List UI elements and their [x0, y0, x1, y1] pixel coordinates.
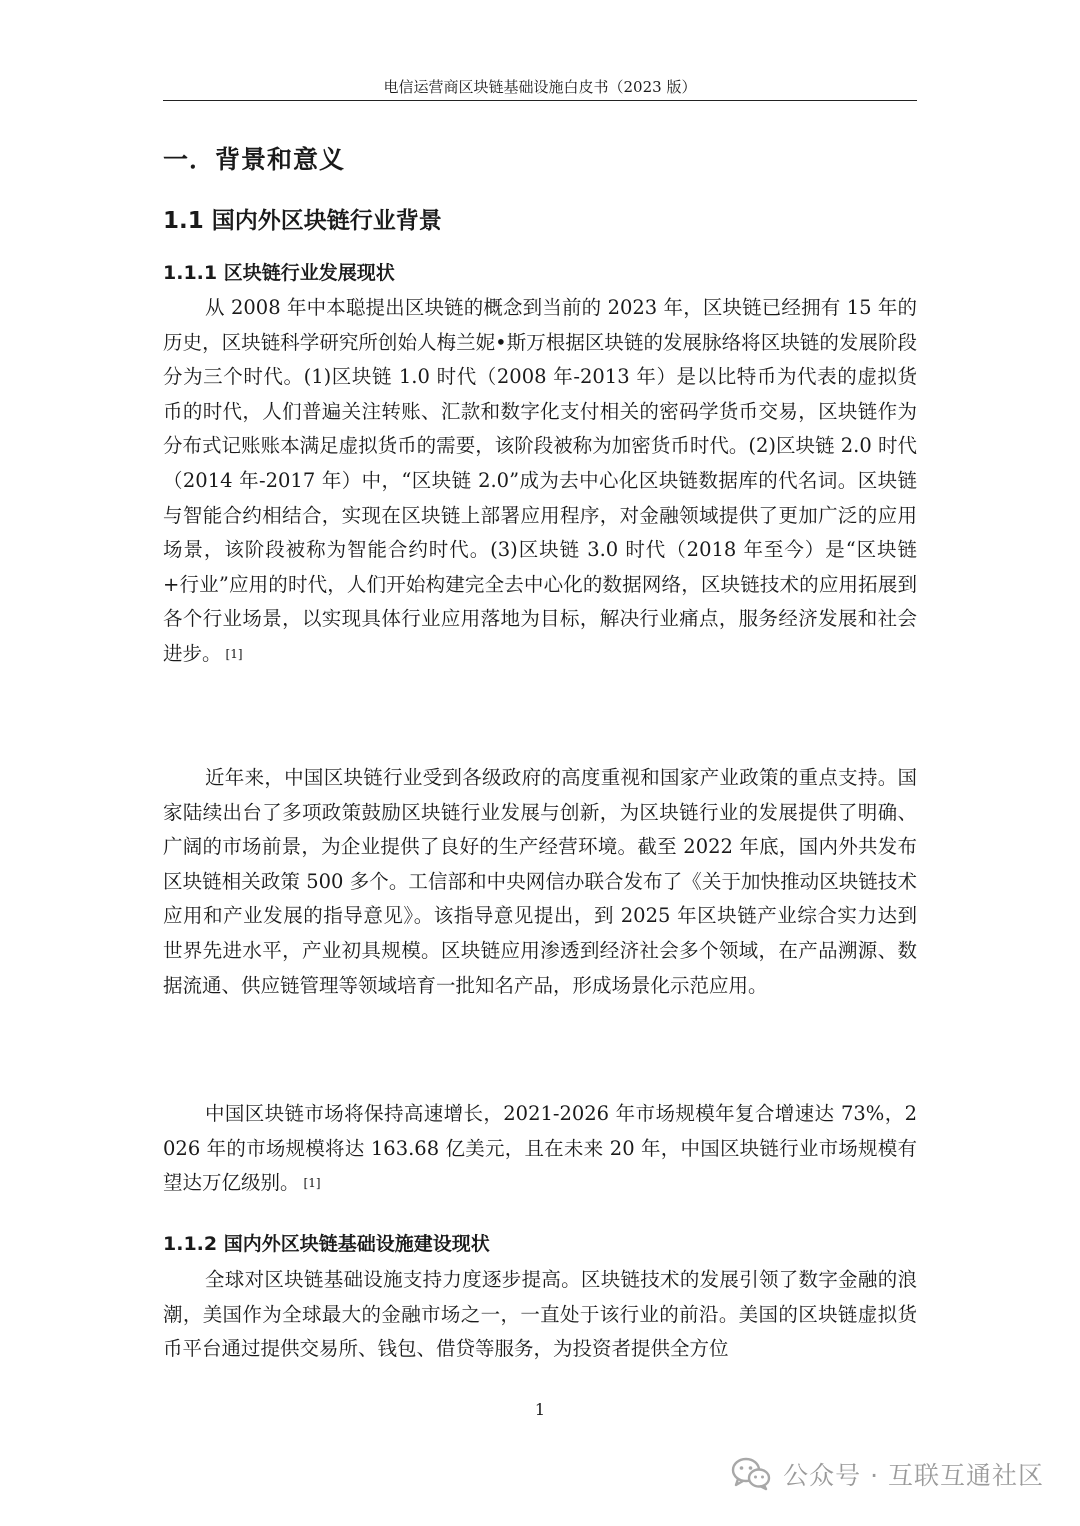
paragraph-text: 从 2008 年中本聪提出区块链的概念到当前的 2023 年，区块链已经拥有 15 年的历史，区块链科学研究所创始人梅兰妮•斯万根据区块链的发展脉络将区块链的发展阶段分为三个时代。(1)区块链 1.0 时代（2008 年-2013 年）是以比特币为代表的虚拟货币的时代，人们普遍关注转账、汇款和数字化支付相关的密码学货币交易，区块链作为分布式记账账本满足虚拟货币的需要，该阶段被称为加密货币时代。(2)区块链 2.0 时代（2014 年-2017 年）中，“区块链 2.0”成为去中心化区块链数据库的代名词。区块链与智能合约相结合，实现在区块链上部署应用程序，对金融领域提供了更加广泛的应用场景，该阶段被称为智能合约时代。(3)区块链 3.0 时代（2018 年至今）是“区块链+行业”应用的时代，人们开始构建完全去中心化的数据网络，区块链技术的应用拓展到各个行业场景，以实现具体行业应用落地为目标，解决行业痛点，服务经济发展和社会进步。: [163, 296, 917, 665]
page-header: 电信运营商区块链基础设施白皮书（2023 版）: [163, 74, 917, 101]
section-heading-1-1: 1.1 国内外区块链行业背景: [163, 208, 442, 234]
paragraph-market-growth: [163, 1097, 917, 1201]
wechat-icon: [731, 1457, 771, 1491]
citation-ref: [1]: [225, 646, 243, 661]
section-heading-1: 一．背景和意义: [163, 145, 346, 174]
paragraph-text: 中国区块链市场将保持高速增长，2021-2026 年市场规模年复合增速达 73%，2026 年的市场规模将达 163.68 亿美元，且在未来 20 年，中国区块链行业市场规模有望达万亿级别。: [163, 1102, 917, 1195]
paragraph-development-status: [163, 291, 917, 672]
watermark: [731, 1456, 1044, 1492]
section-heading-1-1-1: 1.1.1 区块链行业发展现状: [163, 262, 395, 284]
paragraph-china-policy: 近年来，中国区块链行业受到各级政府的高度重视和国家产业政策的重点支持。国家陆续出台了多项政策鼓励区块链行业发展与创新，为区块链行业的发展提供了明确、广阔的市场前景，为企业提供了良好的生产经营环境。截至 2022 年底，国内外共发布区块链相关政策 500 多个。工信部和中央网信办联合发布了《关于加快推动区块链技术应用和产业发展的指导意见》。该指导意见提出，到 2025 年区块链产业综合实力达到世界先进水平，产业初具规模。区块链应用渗透到经济社会多个领域，在产品溯源、数据流通、供应链管理等领域培育一批知名产品，形成场景化示范应用。: [163, 766, 917, 997]
watermark-text: 公众号 · 互联互通社区: [783, 1461, 1044, 1490]
citation-ref: [1]: [303, 1176, 321, 1191]
page-number: 1: [534, 1400, 546, 1419]
section-heading-1-1-2: 1.1.2 国内外区块链基础设施建设现状: [163, 1233, 490, 1255]
paragraph-infrastructure: 全球对区块链基础设施支持力度逐步提高。区块链技术的发展引领了数字金融的浪潮，美国作为全球最大的金融市场之一，一直处于该行业的前沿。美国的区块链虚拟货币平台通过提供交易所、钱包、借贷等服务，为投资者提供全方位: [163, 1268, 917, 1361]
